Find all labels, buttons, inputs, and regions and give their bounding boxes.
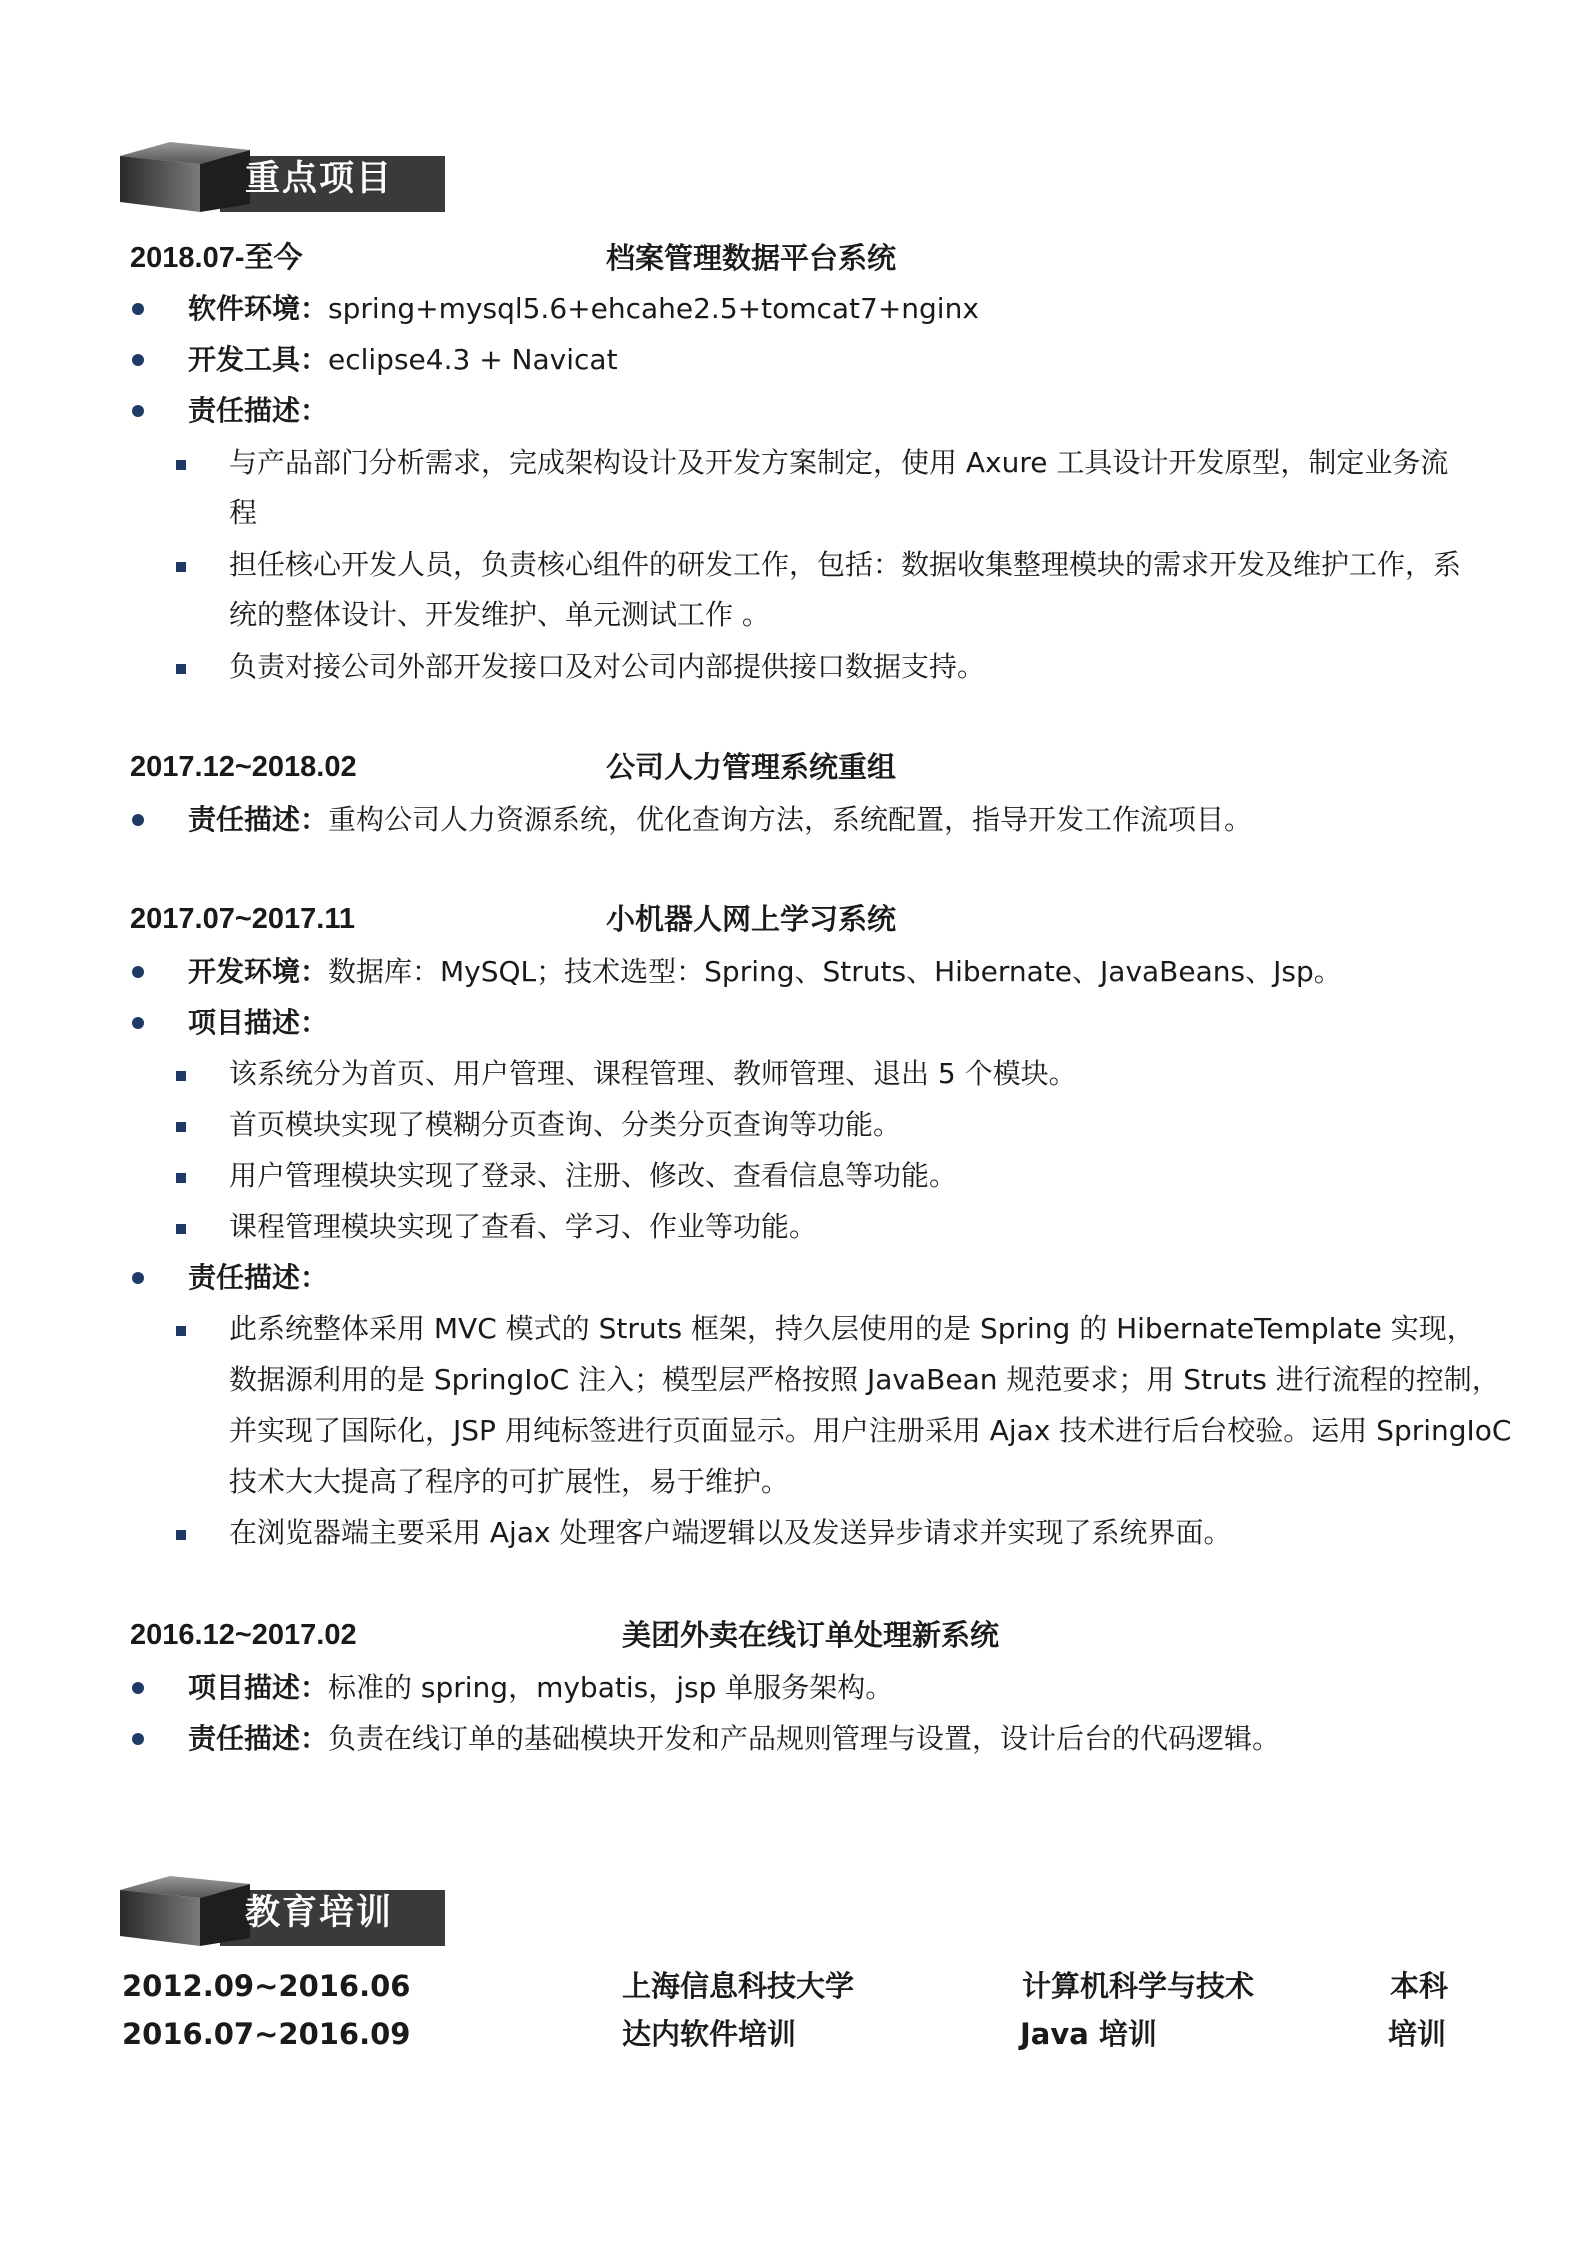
section-title: 教育培训 <box>245 1893 394 1933</box>
sub-bullet-text: 技术大大提高了程序的可扩展性，易于维护。 <box>229 1465 790 1498</box>
project-name: 公司人力管理系统重组 <box>606 750 897 784</box>
sub-bullet-square <box>176 1326 186 1336</box>
education-date: 2016.07~2016.09 <box>122 2017 411 2051</box>
sub-bullet-text: 负责对接公司外部开发接口及对公司内部提供接口数据支持。 <box>229 650 986 683</box>
bullet-label: 责任描述： <box>188 803 329 836</box>
section-header-projects <box>120 142 445 212</box>
bullet-label: 开发环境： <box>188 955 329 988</box>
bullet-label: 开发工具： <box>188 343 329 376</box>
sub-bullet-text: 用户管理模块实现了登录、注册、修改、查看信息等功能。 <box>229 1159 958 1192</box>
education-degree: 培训 <box>1388 2017 1447 2051</box>
sub-bullet-text: 首页模块实现了模糊分页查询、分类分页查询等功能。 <box>229 1108 902 1141</box>
education-school: 上海信息科技大学 <box>622 1969 855 2003</box>
sub-bullet-text: 该系统分为首页、用户管理、课程管理、教师管理、退出 5 个模块。 <box>229 1057 1077 1090</box>
education-degree: 本科 <box>1390 1969 1449 2003</box>
bullet-dot <box>132 303 144 315</box>
bullet-dot <box>132 1682 144 1694</box>
education-major: 计算机科学与技术 <box>1022 1969 1255 2003</box>
sub-bullet-square <box>176 1173 186 1183</box>
sub-bullet-text: 程 <box>229 496 258 529</box>
bullet-label: 软件环境： <box>188 292 329 325</box>
sub-bullet-text: 在浏览器端主要采用 Ajax 处理客户端逻辑以及发送异步请求并实现了系统界面。 <box>229 1516 1232 1549</box>
bullet-label: 责任描述： <box>188 1722 329 1755</box>
sub-bullet-text: 担任核心开发人员，负责核心组件的研发工作，包括：数据收集整理模块的需求开发及维护工作，系 <box>229 548 1462 581</box>
bullet-dot <box>132 1017 144 1029</box>
project-name: 小机器人网上学习系统 <box>606 902 897 936</box>
bullet-text: 重构公司人力资源系统，优化查询方法，系统配置，指导开发工作流项目。 <box>328 803 1253 836</box>
bullet-text: 标准的 spring，mybatis，jsp 单服务架构。 <box>328 1671 894 1704</box>
project-date: 2017.12~2018.02 <box>130 751 357 783</box>
project-name: 美团外卖在线订单处理新系统 <box>622 1618 1000 1652</box>
sub-bullet-text: 与产品部门分析需求，完成架构设计及开发方案制定，使用 Axure 工具设计开发原型，制定业务流 <box>229 446 1449 479</box>
education-major: Java 培训 <box>1020 2017 1157 2051</box>
sub-bullet-square <box>176 562 186 572</box>
sub-bullet-square <box>176 1530 186 1540</box>
bullet-text: 负责在线订单的基础模块开发和产品规则管理与设置，设计后台的代码逻辑。 <box>328 1722 1281 1755</box>
project-date: 2018.07-至今 <box>130 242 303 274</box>
sub-bullet-square <box>176 1224 186 1234</box>
sub-bullet-square <box>176 1122 186 1132</box>
bullet-dot <box>132 405 144 417</box>
bullet-dot <box>132 814 144 826</box>
bullet-dot <box>132 1272 144 1284</box>
sub-bullet-text: 数据源利用的是 SpringIoC 注入；模型层严格按照 JavaBean 规范要求；用 Struts 进行流程的控制， <box>229 1363 1500 1396</box>
project-date: 2017.07~2017.11 <box>130 903 355 935</box>
sub-bullet-text: 此系统整体采用 MVC 模式的 Struts 框架，持久层使用的是 Spring 的 HibernateTemplate 实现， <box>229 1312 1475 1345</box>
bullet-label: 项目描述： <box>188 1006 329 1039</box>
sub-bullet-square <box>176 460 186 470</box>
sub-bullet-text: 并实现了国际化，JSP 用纯标签进行页面显示。用户注册采用 Ajax 技术进行后台校验。运用 SpringIoC <box>229 1414 1512 1447</box>
sub-bullet-square <box>176 1071 186 1081</box>
bullet-dot <box>132 1733 144 1745</box>
bullet-label: 项目描述： <box>188 1671 329 1704</box>
section-title: 重点项目 <box>245 159 394 199</box>
bullet-text: 数据库：MySQL；技术选型：Spring、Struts、Hibernate、JavaBeans、Jsp。 <box>328 955 1342 988</box>
sub-bullet-text: 课程管理模块实现了查看、学习、作业等功能。 <box>229 1210 818 1243</box>
bullet-text: eclipse4.3 + Navicat <box>328 343 618 376</box>
project-date: 2016.12~2017.02 <box>130 1619 357 1651</box>
education-school: 达内软件培训 <box>622 2017 797 2051</box>
section-header-education <box>120 1876 445 1946</box>
sub-bullet-text: 统的整体设计、开发维护、单元测试工作 。 <box>229 598 770 631</box>
project-name: 档案管理数据平台系统 <box>606 241 897 275</box>
bullet-text: spring+mysql5.6+ehcahe2.5+tomcat7+nginx <box>328 292 979 325</box>
bullet-label: 责任描述： <box>188 394 329 427</box>
bullet-dot <box>132 354 144 366</box>
education-date: 2012.09~2016.06 <box>122 1969 411 2003</box>
bullet-label: 责任描述： <box>188 1261 329 1294</box>
bullet-dot <box>132 966 144 978</box>
sub-bullet-square <box>176 664 186 674</box>
